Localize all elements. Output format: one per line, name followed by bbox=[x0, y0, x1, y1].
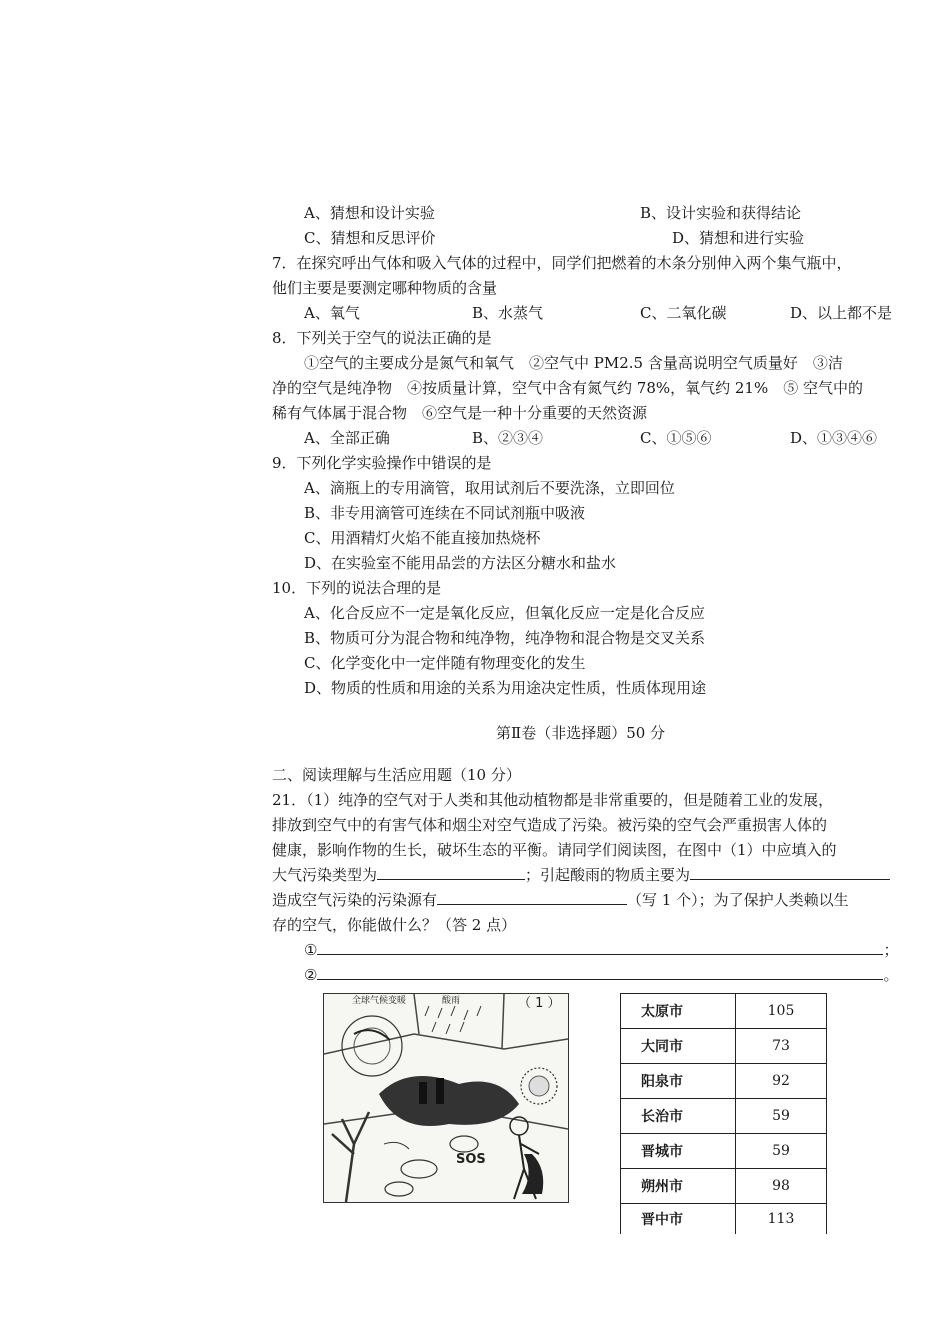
q7-option-a: A、氧气 bbox=[304, 304, 360, 322]
q9-option-d: D、在实验室不能用品尝的方法区分糖水和盐水 bbox=[304, 554, 617, 572]
q8-statement-line2: 净的空气是纯净物 ④按质量计算，空气中含有氮气约 78%，氧气约 21% ⑤ 空气中的 bbox=[272, 379, 863, 397]
city-value-cell: 113 bbox=[736, 1204, 827, 1235]
q21-line4-mid: ；引起酸雨的物质主要为 bbox=[525, 866, 691, 884]
city-table-body bbox=[621, 994, 827, 1235]
answer-2-marker: ② bbox=[304, 966, 318, 984]
city-value-cell: 59 bbox=[736, 1099, 827, 1134]
q21-line1: 21．（1）纯净的空气对于人类和其他动植物都是非常重要的，但是随着工业的发展， bbox=[272, 791, 834, 809]
answer-2-blank[interactable] bbox=[317, 963, 883, 980]
q8-option-a: A、全部正确 bbox=[304, 429, 390, 447]
table-row bbox=[621, 1099, 827, 1134]
q21-line6: 存的空气，你能做什么？（答 2 点） bbox=[272, 916, 517, 934]
table-row bbox=[621, 994, 827, 1029]
q8-stem: 8．下列关于空气的说法正确的是 bbox=[272, 329, 492, 347]
q9-option-b: B、非专用滴管可连续在不同试剂瓶中吸液 bbox=[304, 504, 586, 522]
city-value-cell: 73 bbox=[736, 1029, 827, 1064]
q9-option-a: A、滴瓶上的专用滴管，取用试剂后不要洗涤，立即回位 bbox=[304, 479, 675, 497]
city-value-cell: 92 bbox=[736, 1064, 827, 1099]
acid-rain-cause-blank[interactable] bbox=[690, 863, 890, 880]
city-name-cell: 晋中市 bbox=[621, 1204, 736, 1235]
answer-1-end: ； bbox=[883, 941, 899, 959]
answer-1-marker: ① bbox=[304, 941, 318, 959]
q9-stem: 9．下列化学实验操作中错误的是 bbox=[272, 454, 492, 472]
table-row bbox=[621, 1204, 827, 1235]
table-row bbox=[621, 1029, 827, 1064]
q8-option-b: B、②③④ bbox=[472, 429, 544, 447]
city-name-cell: 长治市 bbox=[621, 1099, 736, 1134]
city-value-cell: 105 bbox=[736, 994, 827, 1029]
city-value-cell: 98 bbox=[736, 1169, 827, 1204]
city-name-cell: 太原市 bbox=[621, 994, 736, 1029]
section-heading: 二、阅读理解与生活应用题（10 分） bbox=[272, 766, 521, 784]
q6-option-b: B、设计实验和获得结论 bbox=[640, 204, 802, 222]
q7-option-b: B、水蒸气 bbox=[472, 304, 544, 322]
table-row bbox=[621, 1064, 827, 1099]
label-sos: SOS bbox=[456, 1152, 486, 1167]
pollution-illustration bbox=[323, 993, 569, 1203]
table-row bbox=[621, 1169, 827, 1204]
q21-line4 bbox=[272, 863, 890, 888]
q21-line3: 健康，影响作物的生长，破坏生态的平衡。请同学们阅读图，在图中（1）中应填入的 bbox=[272, 841, 837, 859]
q9-option-c: C、用酒精灯火焰不能直接加热烧杯 bbox=[304, 529, 541, 547]
label-global-warming: 全球气候变暖 bbox=[352, 996, 407, 1006]
city-value-cell: 59 bbox=[736, 1134, 827, 1169]
q10-option-c: C、化学变化中一定伴随有物理变化的发生 bbox=[304, 654, 586, 672]
answer-1-blank[interactable] bbox=[317, 938, 883, 955]
q10-option-b: B、物质可分为混合物和纯净物，纯净物和混合物是交叉关系 bbox=[304, 629, 706, 647]
q7-option-c: C、二氧化碳 bbox=[640, 304, 727, 322]
q7-stem-line2: 他们主要是要测定哪种物质的含量 bbox=[272, 279, 498, 297]
answer-line-2 bbox=[304, 963, 898, 988]
answer-line-1 bbox=[304, 938, 898, 963]
city-air-quality-table bbox=[620, 993, 827, 1234]
q21-line4-prefix: 大气污染类型为 bbox=[272, 866, 378, 884]
city-name-cell: 朔州市 bbox=[621, 1169, 736, 1204]
label-blank-1: （ 1 ） bbox=[518, 996, 561, 1011]
part2-title: 第Ⅱ卷（非选择题）50 分 bbox=[496, 724, 666, 742]
pollution-source-blank[interactable] bbox=[437, 888, 627, 905]
answer-2-end: 。 bbox=[883, 966, 899, 984]
q7-option-d: D、以上都不是 bbox=[790, 304, 893, 322]
pollution-cartoon-image bbox=[324, 994, 568, 1202]
q6-option-d: D、猜想和进行实验 bbox=[672, 229, 805, 247]
city-name-cell: 晋城市 bbox=[621, 1134, 736, 1169]
q21-line5-suffix: （写 1 个）；为了保护人类赖以生 bbox=[627, 891, 849, 909]
label-acid-rain: 酸雨 bbox=[442, 996, 461, 1006]
q21-line2: 排放到空气中的有害气体和烟尘对空气造成了污染。被污染的空气会严重损害人体的 bbox=[272, 816, 828, 834]
q10-stem: 10．下列的说法合理的是 bbox=[272, 579, 442, 597]
q8-option-c: C、①⑤⑥ bbox=[640, 429, 712, 447]
q8-statement-line3: 稀有气体属于混合物 ⑥空气是一种十分重要的天然资源 bbox=[272, 404, 648, 422]
q10-option-a: A、化合反应不一定是氧化反应，但氧化反应一定是化合反应 bbox=[304, 604, 705, 622]
q8-statement-line1: ①空气的主要成分是氮气和氧气 ②空气中 PM2.5 含量高说明空气质量好 ③洁 bbox=[304, 354, 843, 372]
q21-line5-prefix: 造成空气污染的污染源有 bbox=[272, 891, 438, 909]
q10-option-d: D、物质的性质和用途的关系为用途决定性质，性质体现用途 bbox=[304, 679, 707, 697]
q21-line5 bbox=[272, 888, 849, 913]
city-name-cell: 大同市 bbox=[621, 1029, 736, 1064]
pollution-type-blank[interactable] bbox=[377, 863, 525, 880]
q6-option-c: C、猜想和反思评价 bbox=[304, 229, 436, 247]
table-row bbox=[621, 1134, 827, 1169]
q6-option-a: A、猜想和设计实验 bbox=[304, 204, 435, 222]
q7-stem-line1: 7．在探究呼出气体和吸入气体的过程中，同学们把燃着的木条分别伸入两个集气瓶中， bbox=[272, 254, 852, 272]
q8-option-d: D、①③④⑥ bbox=[790, 429, 878, 447]
city-name-cell: 阳泉市 bbox=[621, 1064, 736, 1099]
